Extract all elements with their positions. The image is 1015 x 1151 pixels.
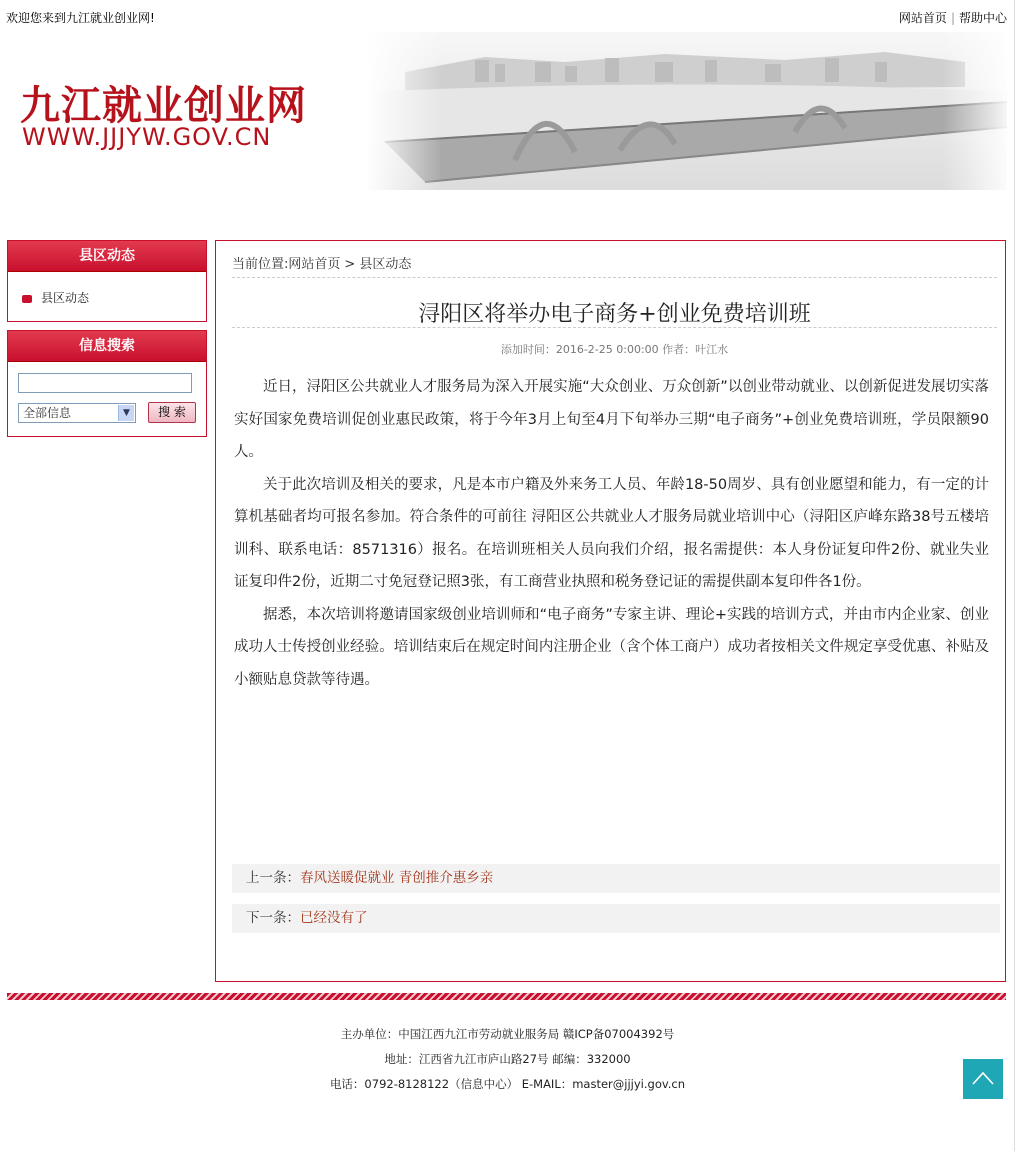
prev-article-row	[232, 864, 1000, 893]
article-body	[234, 371, 989, 696]
prev-label: 上一条：	[246, 870, 300, 886]
article-title: 浔阳区将举办电子商务+创业免费培训班	[418, 302, 811, 327]
search-input[interactable]	[18, 373, 192, 393]
sidebar-item-county-news[interactable]	[22, 289, 89, 306]
footer-contact: 电话：0792-8128122（信息中心） E-MAIL：master@jjjyi.gov.cn	[329, 1077, 686, 1091]
site-logo[interactable]: 九江就业创业网	[20, 82, 307, 129]
breadcrumb-prefix: 当前位置:	[232, 257, 289, 272]
arrow-up-icon	[963, 1059, 1003, 1099]
help-link[interactable]: 帮助中心	[958, 11, 1007, 25]
next-article-row	[232, 904, 1000, 933]
welcome-text: 欢迎您来到九江就业创业网!	[6, 11, 155, 25]
top-links	[899, 9, 1007, 26]
county-news-box	[7, 240, 207, 322]
search-button[interactable]: 搜 索	[148, 402, 196, 423]
site-footer	[0, 1022, 1015, 1097]
article-paragraph: 关于此次培训及相关的要求，凡是本市户籍及外来务工人员、年龄18-50周岁、具有创业愿望和能力，有一定的计算机基础者均可报名参加。符合条件的可前往 浔阳区公共就业人才服务局就业培训中心（浔阳区庐峰东路38号五楼培训科、联系电话：8571316）报名。在培训班相关人员向我们介绍，报名需提供：本人身份证复印件2份、就业失业证复印件2份，近期二寸免冠登记照3张，有工商营业执照和税务登记证的需提供副本复印件各1份。	[234, 476, 989, 590]
footer-divider-stripe	[7, 993, 1006, 1000]
divider	[232, 277, 997, 278]
chevron-down-icon[interactable]: ▼	[118, 405, 134, 421]
article-panel	[215, 240, 1006, 982]
bullet-icon	[22, 295, 32, 303]
site-domain: WWW.JJJYW.GOV.CN	[22, 123, 272, 151]
article-paragraph: 据悉，本次培训将邀请国家级创业培训师和“电子商务”专家主讲、理论+实践的培训方式，并由市内企业家、创业成功人士传授创业经验。培训结束后在规定时间内注册企业（含个体工商户）成功者按相关文件规定享受优惠、补贴及小额贴息贷款等待遇。	[234, 606, 989, 688]
prev-article-link[interactable]: 春风送暖促就业 青创推介惠乡亲	[300, 870, 494, 886]
banner-image	[365, 32, 1007, 190]
footer-address: 地址：江西省九江市庐山路27号 邮编：332000	[384, 1052, 631, 1066]
home-link[interactable]: 网站首页	[898, 11, 947, 25]
next-label: 下一条：	[246, 910, 300, 926]
site-header	[0, 32, 1015, 192]
breadcrumb-home[interactable]: 网站首页	[288, 257, 341, 272]
divider	[232, 327, 997, 328]
search-box-title: 信息搜索	[8, 331, 206, 362]
breadcrumb-current[interactable]: 县区动态	[359, 257, 412, 272]
back-to-top-button[interactable]	[963, 1059, 1003, 1099]
article-paragraph: 近日，浔阳区公共就业人才服务局为深入开展实施“大众创业、万众创新”以创业带动就业、以创新促进发展切实落实好国家免费培训促创业惠民政策，将于今年3月上旬至4月下旬举办三期“电子商务”+创业免费培训班，学员限额90人。	[234, 379, 989, 460]
breadcrumb	[232, 253, 411, 272]
sidebar-item-label: 县区动态	[41, 291, 90, 305]
search-category-value: 全部信息	[23, 406, 72, 420]
article-meta: 添加时间：2016-2-25 0:00:00 作者：叶江水	[500, 343, 729, 356]
search-category-select[interactable]	[18, 403, 136, 423]
top-link-separator: |	[950, 11, 955, 25]
top-bar	[0, 0, 1015, 32]
next-article-link[interactable]: 已经没有了	[300, 910, 368, 926]
county-news-title: 县区动态	[8, 241, 206, 272]
footer-sponsor: 主办单位：中国江西九江市劳动就业服务局 赣ICP备07004392号	[340, 1027, 675, 1041]
breadcrumb-separator: >	[344, 257, 356, 272]
search-box	[7, 330, 207, 437]
